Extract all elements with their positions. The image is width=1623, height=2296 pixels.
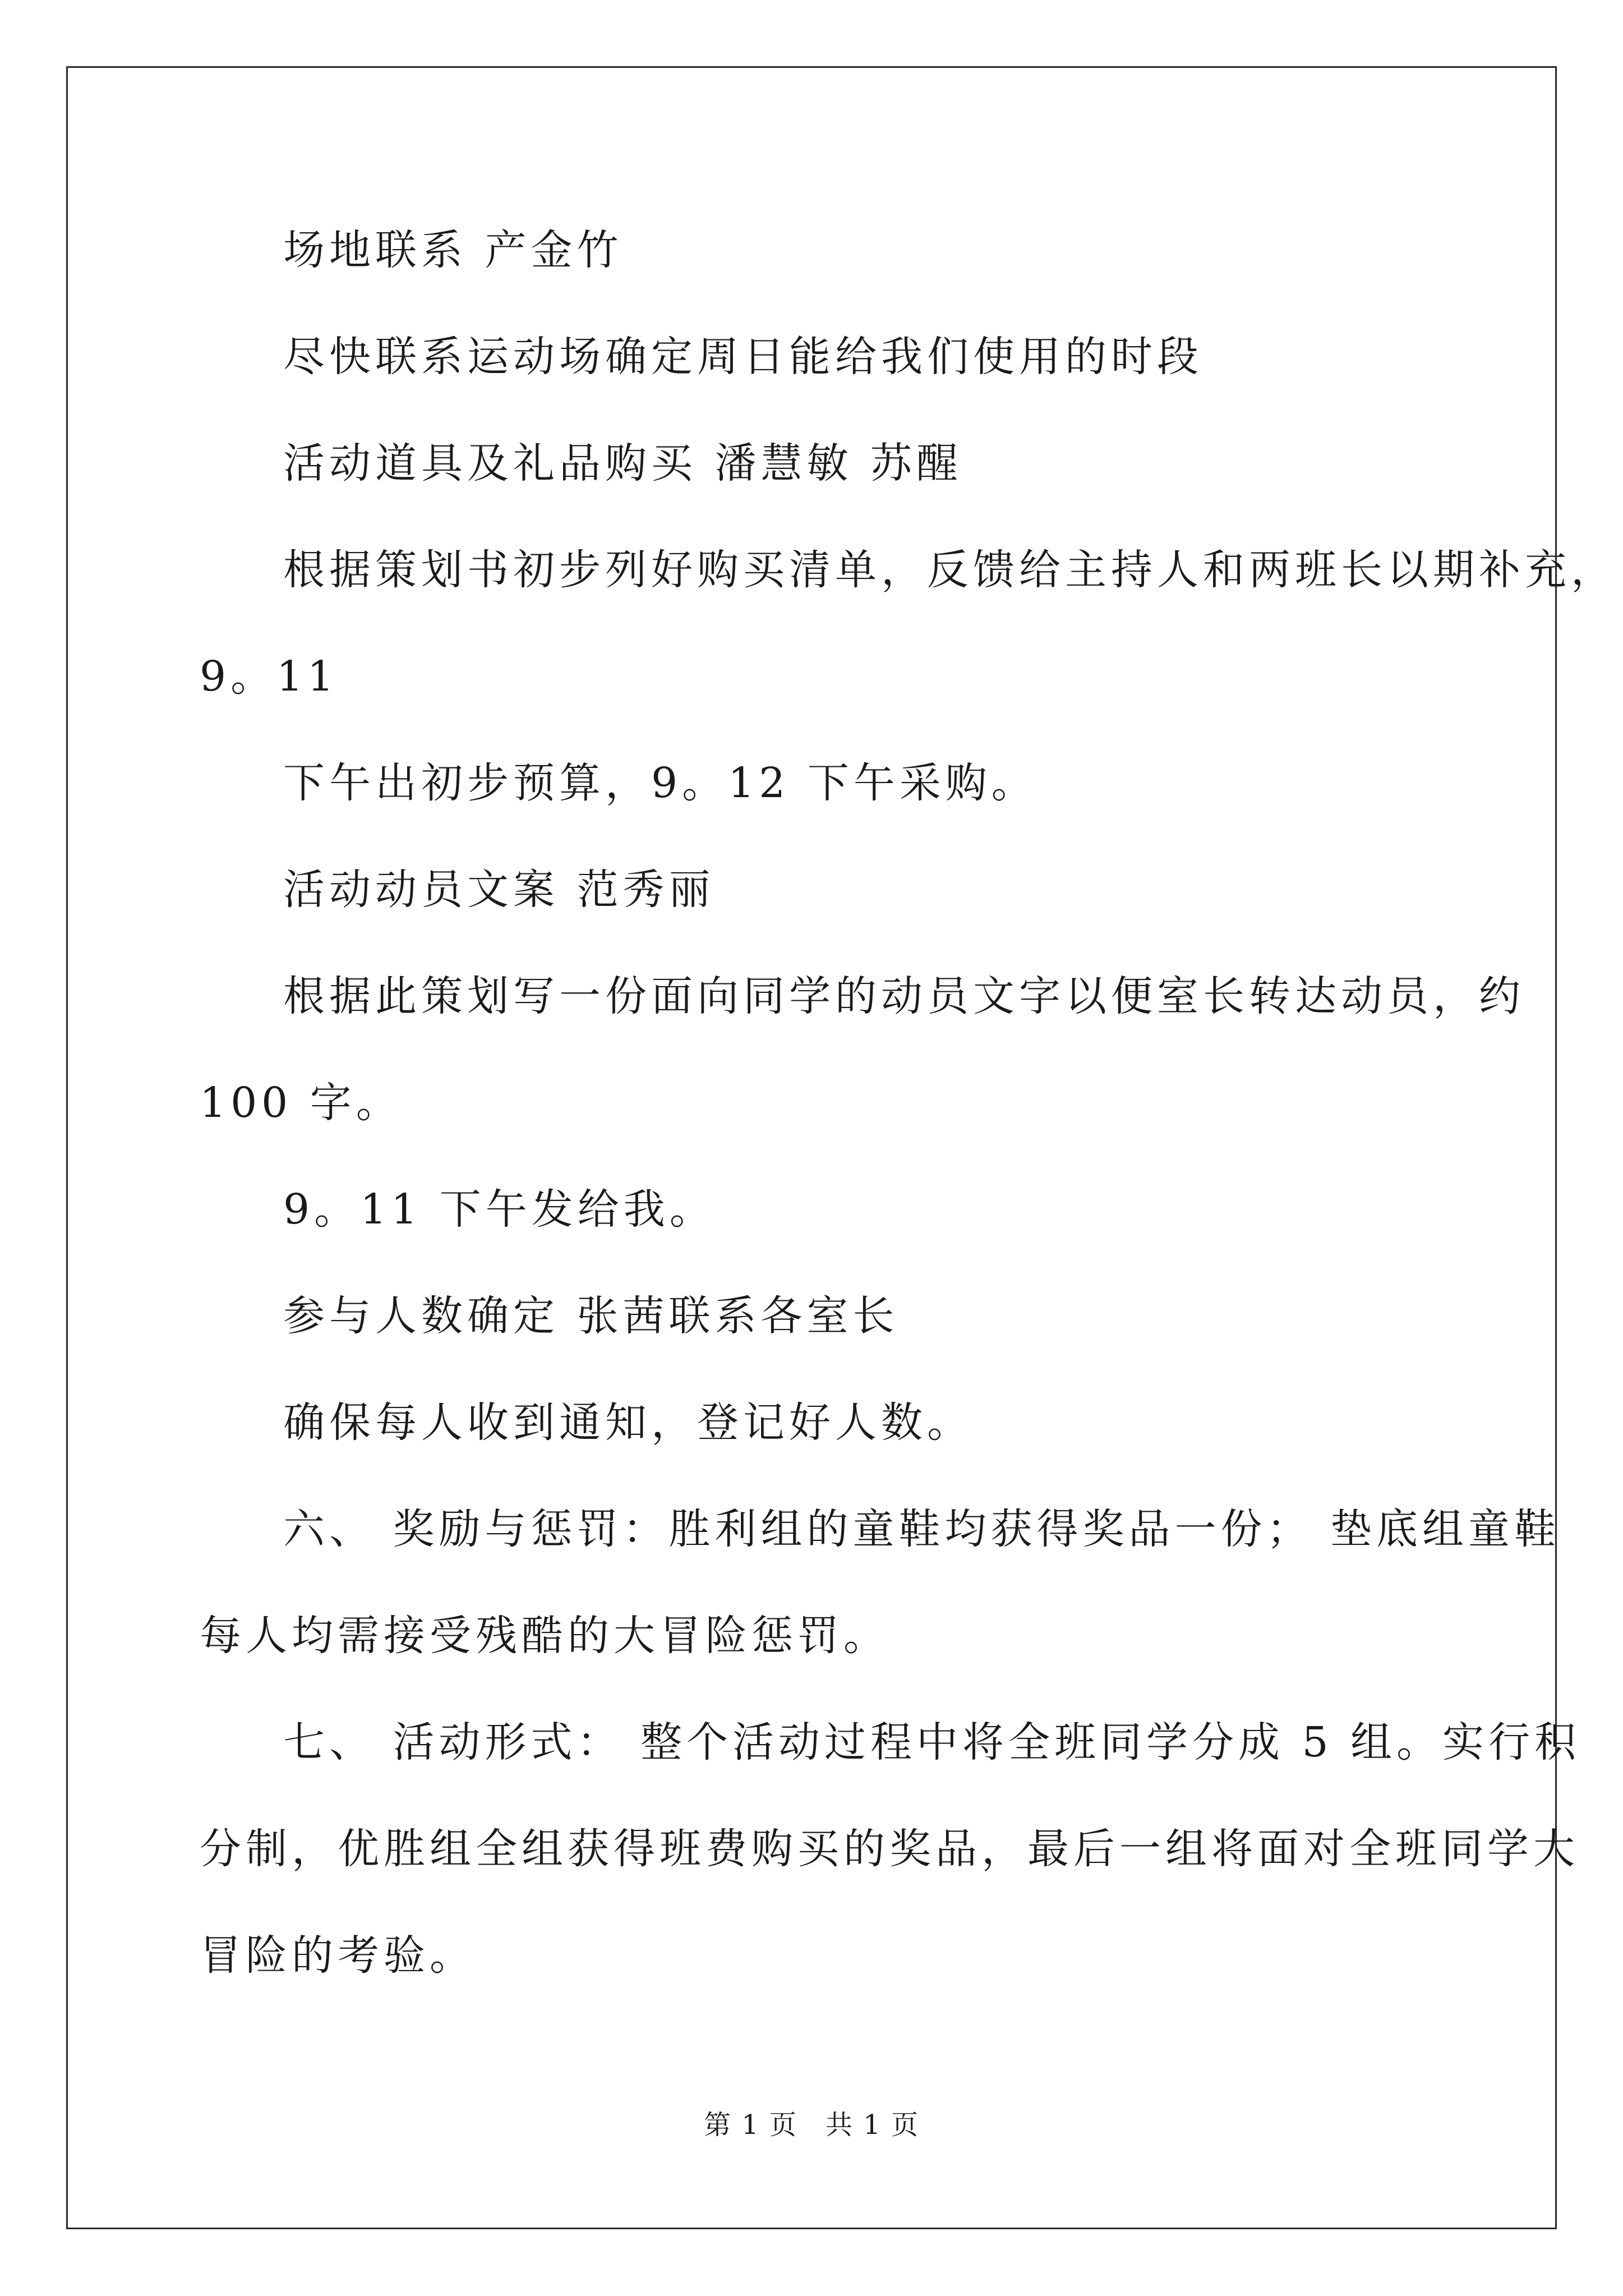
paragraph-line: 六、 奖励与惩罚：胜利组的童鞋均获得奖品一份； 垫底组童鞋 (283, 1505, 1561, 1553)
paragraph-line: 9。11 (200, 652, 339, 701)
paragraph-line: 尽快联系运动场确定周日能给我们使用的时段 (283, 333, 1203, 381)
paragraph-line: 9。11 下午发给我。 (283, 1185, 716, 1234)
paragraph-line: 活动动员文案 范秀丽 (283, 866, 715, 914)
paragraph-line: 活动道具及礼品购买 潘慧敏 苏醒 (283, 439, 963, 487)
paragraph-line: 100 字。 (200, 1079, 402, 1127)
paragraph-line: 冒险的考验。 (200, 1931, 476, 1980)
page-footer: 第 1 页 共 1 页 (703, 2109, 920, 2141)
paragraph-line: 根据策划书初步列好购买清单，反馈给主持人和两班长以期补充， (283, 546, 1617, 594)
paragraph-line: 分制，优胜组全组获得班费购买的奖品，最后一组将面对全班同学大 (200, 1825, 1579, 1873)
paragraph-line: 每人均需接受残酷的大冒险惩罚。 (200, 1612, 889, 1660)
paragraph-line: 下午出初步预算，9。12 下午采购。 (283, 759, 1038, 807)
paragraph-line: 确保每人收到通知，登记好人数。 (283, 1398, 973, 1447)
paragraph-line: 根据此策划写一份面向同学的动员文字以便室长转达动员，约 (283, 972, 1525, 1020)
page-border (66, 66, 1557, 2229)
paragraph-line: 七、 活动形式： 整个活动过程中将全班同学分成 5 组。实行积 (283, 1718, 1581, 1766)
paragraph-line: 参与人数确定 张茜联系各室长 (283, 1292, 899, 1340)
paragraph-line: 场地联系 产金竹 (283, 226, 623, 274)
